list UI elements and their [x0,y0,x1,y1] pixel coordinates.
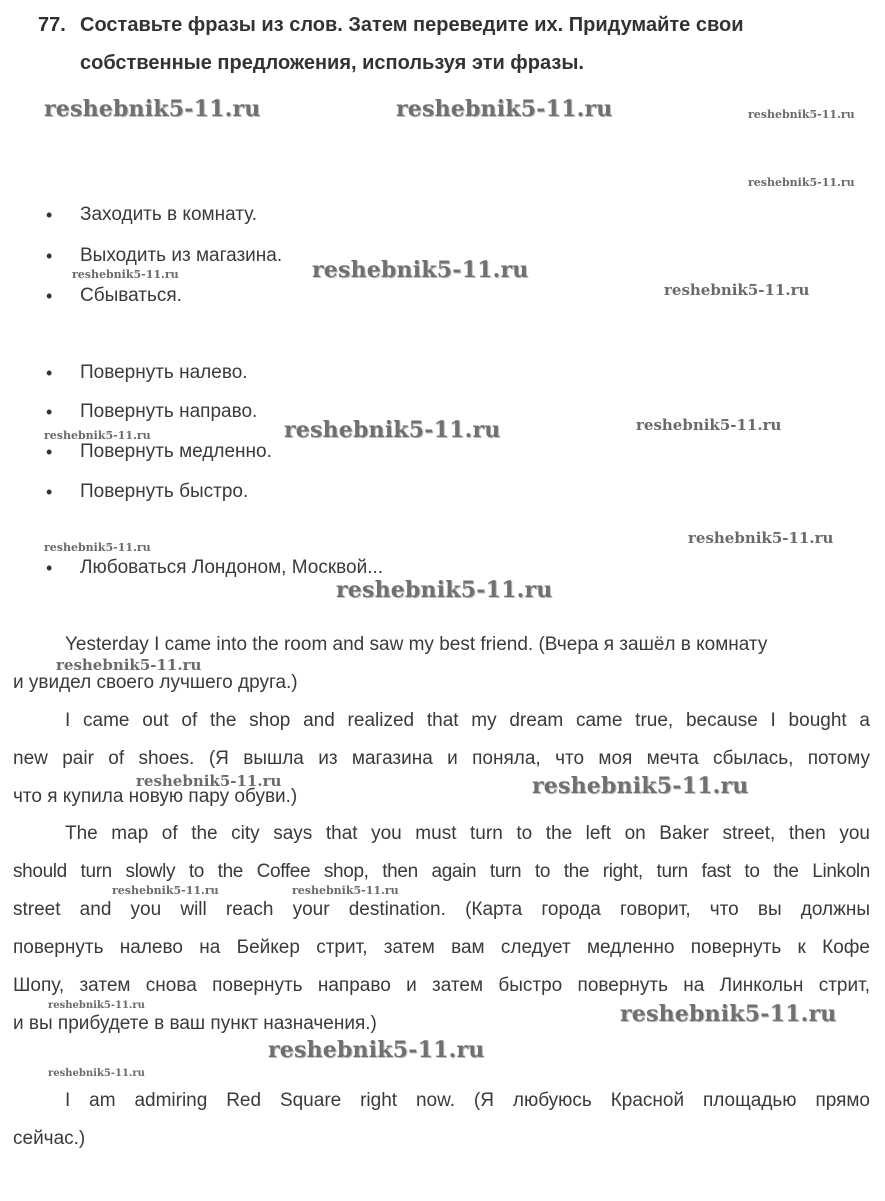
watermark: reshebnik5-11.ru [136,772,282,790]
paragraph-line: new pair of shoes. (Я вышла из магазина и поняла, что моя мечта сбылась, потому [13,748,870,769]
watermark: reshebnik5-11.ru [336,577,553,603]
paragraph-line: The map of the city says that you must turn to the left on Baker street, then you [65,823,870,844]
bullet-icon: • [46,363,53,383]
bullet-icon: • [46,402,53,422]
paragraph-line: повернуть налево на Бейкер стрит, затем вам следует медленно повернуть к Кофе [13,937,870,958]
phrase-item: Сбываться. [80,285,182,306]
watermark: reshebnik5-11.ru [664,281,810,299]
paragraph-line: I am admiring Red Square right now. (Я любуюсь Красной площадью прямо [65,1090,870,1111]
bullet-icon: • [46,442,53,462]
paragraph-line: street and you will reach your destination. (Карта города говорит, что вы должны [13,899,870,920]
watermark: reshebnik5-11.ru [56,656,202,674]
phrase-item: Повернуть направо. [80,401,258,422]
watermark: reshebnik5-11.ru [532,773,749,799]
paragraph-line: should turn slowly to the Coffee shop, then again turn to the right, turn fast to the Linkoln [13,861,870,882]
phrase-item: Повернуть медленно. [80,441,272,462]
watermark: reshebnik5-11.ru [44,541,151,554]
paragraph-line: Шопу, затем снова повернуть направо и затем быстро повернуть на Линкольн стрит, [13,975,870,996]
paragraph-line: Yesterday I came into the room and saw my best friend. (Вчера я зашёл в комнату [65,634,768,655]
paragraph-line: и вы прибудете в ваш пункт назначения.) [13,1013,377,1034]
watermark: reshebnik5-11.ru [284,417,501,443]
bullet-icon: • [46,246,53,266]
watermark: reshebnik5-11.ru [268,1037,485,1063]
watermark: reshebnik5-11.ru [44,429,151,442]
watermark: reshebnik5-11.ru [112,884,219,897]
paragraph-line: I came out of the shop and realized that my dream came true, because I bought a [65,710,870,731]
phrase-item: Повернуть налево. [80,362,248,383]
task-instruction-line-2: собственные предложения, используя эти фразы. [80,52,584,74]
paragraph-line: сейчас.) [13,1128,86,1149]
bullet-icon: • [46,558,53,578]
phrase-item: Заходить в комнату. [80,204,258,225]
watermark: reshebnik5-11.ru [688,529,834,547]
bullet-icon: • [46,286,53,306]
watermark: reshebnik5-11.ru [48,1068,145,1079]
watermark: reshebnik5-11.ru [620,1001,837,1027]
watermark: reshebnik5-11.ru [748,108,855,121]
phrase-item: Выходить из магазина. [80,245,283,266]
task-number: 77. [38,14,66,36]
watermark: reshebnik5-11.ru [44,96,261,122]
watermark: reshebnik5-11.ru [312,257,529,283]
watermark: reshebnik5-11.ru [72,268,179,281]
task-instruction-line-1: Составьте фразы из слов. Затем переведите их. Придумайте свои [80,14,744,36]
watermark: reshebnik5-11.ru [748,176,855,189]
paragraph-line: что я купила новую пару обуви.) [13,786,298,807]
watermark: reshebnik5-11.ru [636,416,782,434]
bullet-icon: • [46,205,53,225]
paragraph-line: и увидел своего лучшего друга.) [13,672,298,693]
watermark: reshebnik5-11.ru [48,1000,145,1011]
bullet-icon: • [46,482,53,502]
phrase-item: Любоваться Лондоном, Москвой... [80,557,384,578]
watermark: reshebnik5-11.ru [396,96,613,122]
watermark: reshebnik5-11.ru [292,884,399,897]
phrase-item: Повернуть быстро. [80,481,249,502]
